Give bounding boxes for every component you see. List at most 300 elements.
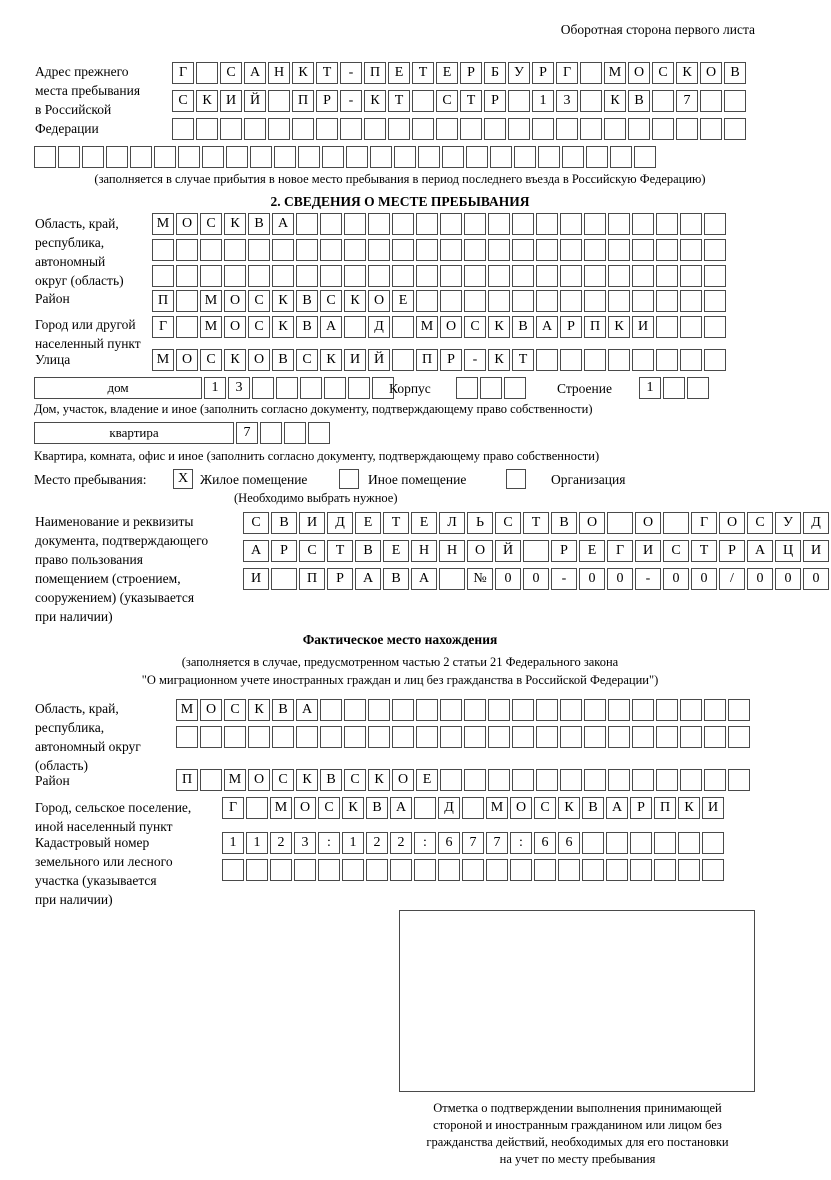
flat-cells[interactable] xyxy=(236,422,332,444)
input-cell[interactable]: / xyxy=(719,568,745,590)
input-cell[interactable]: Т xyxy=(316,62,338,84)
input-cell[interactable] xyxy=(292,118,314,140)
input-cell[interactable]: М xyxy=(152,213,174,235)
input-cell[interactable]: Е xyxy=(411,512,437,534)
input-cell[interactable] xyxy=(246,797,268,819)
input-cell[interactable]: - xyxy=(340,62,362,84)
input-cell[interactable]: С xyxy=(296,349,318,371)
input-cell[interactable]: А xyxy=(390,797,412,819)
input-cell[interactable] xyxy=(632,239,654,261)
input-cell[interactable]: К xyxy=(342,797,364,819)
input-cell[interactable] xyxy=(532,118,554,140)
input-cell[interactable] xyxy=(580,118,602,140)
input-cell[interactable] xyxy=(440,769,462,791)
input-cell[interactable]: О xyxy=(368,290,390,312)
input-cell[interactable]: Д xyxy=(803,512,829,534)
input-cell[interactable]: О xyxy=(467,540,493,562)
input-cell[interactable]: С xyxy=(243,512,269,534)
input-cell[interactable] xyxy=(58,146,80,168)
input-cell[interactable]: О xyxy=(248,349,270,371)
input-cell[interactable]: К xyxy=(224,349,246,371)
input-cell[interactable] xyxy=(676,118,698,140)
input-cell[interactable]: К xyxy=(604,90,626,112)
input-cell[interactable] xyxy=(196,62,218,84)
input-cell[interactable]: О xyxy=(700,62,722,84)
input-cell[interactable] xyxy=(632,349,654,371)
input-cell[interactable] xyxy=(584,213,606,235)
input-cell[interactable] xyxy=(320,726,342,748)
input-cell[interactable] xyxy=(634,146,656,168)
input-cell[interactable]: А xyxy=(296,699,318,721)
input-cell[interactable] xyxy=(488,265,510,287)
input-cell[interactable]: С xyxy=(318,797,340,819)
input-cell[interactable] xyxy=(252,377,274,399)
actual-region-row-2[interactable] xyxy=(176,726,752,748)
input-cell[interactable] xyxy=(663,512,689,534)
input-cell[interactable] xyxy=(272,265,294,287)
input-cell[interactable]: И xyxy=(344,349,366,371)
input-cell[interactable]: О xyxy=(440,316,462,338)
input-cell[interactable]: Е xyxy=(579,540,605,562)
actual-region-row-1[interactable] xyxy=(176,699,752,721)
input-cell[interactable] xyxy=(322,146,344,168)
input-cell[interactable] xyxy=(466,146,488,168)
input-cell[interactable]: - xyxy=(635,568,661,590)
input-cell[interactable] xyxy=(274,146,296,168)
input-cell[interactable] xyxy=(704,349,726,371)
input-cell[interactable]: С xyxy=(172,90,194,112)
input-cell[interactable] xyxy=(244,118,266,140)
input-cell[interactable] xyxy=(224,726,246,748)
input-cell[interactable] xyxy=(370,146,392,168)
input-cell[interactable] xyxy=(392,349,414,371)
input-cell[interactable] xyxy=(663,377,685,399)
input-cell[interactable]: Т xyxy=(523,512,549,534)
input-cell[interactable] xyxy=(536,265,558,287)
input-cell[interactable]: К xyxy=(292,62,314,84)
input-cell[interactable]: 0 xyxy=(663,568,689,590)
input-cell[interactable] xyxy=(368,239,390,261)
input-cell[interactable]: Г xyxy=(172,62,194,84)
input-cell[interactable]: П xyxy=(416,349,438,371)
actual-city-row[interactable] xyxy=(222,797,726,819)
input-cell[interactable] xyxy=(152,265,174,287)
input-cell[interactable] xyxy=(488,239,510,261)
prev-address-row-3[interactable] xyxy=(172,118,748,140)
input-cell[interactable]: С xyxy=(344,769,366,791)
input-cell[interactable]: Й xyxy=(244,90,266,112)
input-cell[interactable] xyxy=(486,859,508,881)
input-cell[interactable] xyxy=(366,859,388,881)
input-cell[interactable] xyxy=(284,422,306,444)
input-cell[interactable]: К xyxy=(296,769,318,791)
input-cell[interactable]: С xyxy=(200,349,222,371)
input-cell[interactable]: 1 xyxy=(222,832,244,854)
input-cell[interactable]: С xyxy=(248,290,270,312)
input-cell[interactable] xyxy=(320,699,342,721)
input-cell[interactable] xyxy=(656,265,678,287)
input-cell[interactable] xyxy=(608,213,630,235)
input-cell[interactable] xyxy=(512,699,534,721)
input-cell[interactable]: И xyxy=(635,540,661,562)
input-cell[interactable] xyxy=(724,118,746,140)
input-cell[interactable]: Р xyxy=(630,797,652,819)
input-cell[interactable] xyxy=(656,726,678,748)
input-cell[interactable] xyxy=(320,265,342,287)
input-cell[interactable]: В xyxy=(272,349,294,371)
input-cell[interactable]: А xyxy=(747,540,773,562)
input-cell[interactable] xyxy=(178,146,200,168)
checkbox-residential[interactable]: X xyxy=(173,469,193,489)
input-cell[interactable] xyxy=(82,146,104,168)
input-cell[interactable] xyxy=(704,265,726,287)
input-cell[interactable] xyxy=(678,832,700,854)
input-cell[interactable]: Д xyxy=(438,797,460,819)
input-cell[interactable]: : xyxy=(414,832,436,854)
input-cell[interactable]: 1 xyxy=(246,832,268,854)
input-cell[interactable] xyxy=(416,265,438,287)
input-cell[interactable] xyxy=(440,239,462,261)
input-cell[interactable]: В xyxy=(628,90,650,112)
input-cell[interactable]: Н xyxy=(411,540,437,562)
input-cell[interactable]: В xyxy=(271,512,297,534)
input-cell[interactable] xyxy=(654,859,676,881)
input-cell[interactable] xyxy=(344,239,366,261)
input-cell[interactable] xyxy=(687,377,709,399)
input-cell[interactable]: 0 xyxy=(803,568,829,590)
input-cell[interactable] xyxy=(680,213,702,235)
input-cell[interactable]: М xyxy=(486,797,508,819)
input-cell[interactable] xyxy=(512,265,534,287)
input-cell[interactable]: С xyxy=(320,290,342,312)
input-cell[interactable] xyxy=(630,832,652,854)
input-cell[interactable]: С xyxy=(224,699,246,721)
input-cell[interactable]: В xyxy=(366,797,388,819)
input-cell[interactable]: В xyxy=(296,316,318,338)
input-cell[interactable] xyxy=(248,726,270,748)
input-cell[interactable] xyxy=(172,118,194,140)
input-cell[interactable] xyxy=(296,265,318,287)
input-cell[interactable] xyxy=(508,90,530,112)
input-cell[interactable] xyxy=(652,90,674,112)
input-cell[interactable] xyxy=(464,699,486,721)
input-cell[interactable]: И xyxy=(632,316,654,338)
input-cell[interactable] xyxy=(510,859,532,881)
input-cell[interactable] xyxy=(488,769,510,791)
input-cell[interactable] xyxy=(416,699,438,721)
input-cell[interactable] xyxy=(456,377,478,399)
input-cell[interactable]: 7 xyxy=(462,832,484,854)
input-cell[interactable] xyxy=(680,726,702,748)
input-cell[interactable] xyxy=(560,726,582,748)
input-cell[interactable]: О xyxy=(200,699,222,721)
input-cell[interactable] xyxy=(560,349,582,371)
input-cell[interactable]: Й xyxy=(368,349,390,371)
input-cell[interactable] xyxy=(632,769,654,791)
checkbox-other-premises[interactable] xyxy=(339,469,359,489)
input-cell[interactable] xyxy=(176,316,198,338)
input-cell[interactable]: К xyxy=(558,797,580,819)
input-cell[interactable]: К xyxy=(676,62,698,84)
input-cell[interactable] xyxy=(388,118,410,140)
input-cell[interactable] xyxy=(536,769,558,791)
input-cell[interactable]: 3 xyxy=(556,90,578,112)
input-cell[interactable]: Б xyxy=(484,62,506,84)
input-cell[interactable]: П xyxy=(364,62,386,84)
input-cell[interactable]: 3 xyxy=(294,832,316,854)
input-cell[interactable] xyxy=(606,859,628,881)
input-cell[interactable] xyxy=(652,118,674,140)
input-cell[interactable]: К xyxy=(272,290,294,312)
input-cell[interactable] xyxy=(632,290,654,312)
input-cell[interactable] xyxy=(488,290,510,312)
input-cell[interactable] xyxy=(248,239,270,261)
input-cell[interactable] xyxy=(512,726,534,748)
input-cell[interactable] xyxy=(152,239,174,261)
input-cell[interactable] xyxy=(700,118,722,140)
input-cell[interactable] xyxy=(582,832,604,854)
input-cell[interactable] xyxy=(294,859,316,881)
input-cell[interactable] xyxy=(438,859,460,881)
input-cell[interactable]: И xyxy=(702,797,724,819)
input-cell[interactable] xyxy=(464,726,486,748)
input-cell[interactable]: Р xyxy=(327,568,353,590)
input-cell[interactable] xyxy=(608,265,630,287)
input-cell[interactable] xyxy=(632,213,654,235)
input-cell[interactable]: 6 xyxy=(558,832,580,854)
input-cell[interactable] xyxy=(604,118,626,140)
input-cell[interactable]: : xyxy=(318,832,340,854)
input-cell[interactable]: Т xyxy=(383,512,409,534)
input-cell[interactable] xyxy=(298,146,320,168)
input-cell[interactable]: О xyxy=(719,512,745,534)
input-cell[interactable] xyxy=(512,769,534,791)
input-cell[interactable] xyxy=(368,213,390,235)
input-cell[interactable] xyxy=(514,146,536,168)
input-cell[interactable] xyxy=(584,290,606,312)
input-cell[interactable] xyxy=(154,146,176,168)
input-cell[interactable] xyxy=(200,265,222,287)
input-cell[interactable]: И xyxy=(243,568,269,590)
input-cell[interactable] xyxy=(130,146,152,168)
input-cell[interactable]: 0 xyxy=(775,568,801,590)
input-cell[interactable]: К xyxy=(272,316,294,338)
input-cell[interactable]: Р xyxy=(532,62,554,84)
input-cell[interactable]: В xyxy=(355,540,381,562)
input-cell[interactable] xyxy=(394,146,416,168)
input-cell[interactable] xyxy=(276,377,298,399)
input-cell[interactable] xyxy=(632,265,654,287)
input-cell[interactable] xyxy=(440,265,462,287)
input-cell[interactable] xyxy=(368,699,390,721)
input-cell[interactable]: Д xyxy=(327,512,353,534)
input-cell[interactable]: 0 xyxy=(523,568,549,590)
input-cell[interactable] xyxy=(654,832,676,854)
input-cell[interactable]: 0 xyxy=(607,568,633,590)
input-cell[interactable] xyxy=(584,239,606,261)
input-cell[interactable]: Г xyxy=(152,316,174,338)
input-cell[interactable] xyxy=(342,859,364,881)
input-cell[interactable]: О xyxy=(248,769,270,791)
input-cell[interactable]: Т xyxy=(460,90,482,112)
input-cell[interactable] xyxy=(504,377,526,399)
input-cell[interactable]: 0 xyxy=(747,568,773,590)
input-cell[interactable] xyxy=(680,316,702,338)
input-cell[interactable] xyxy=(558,859,580,881)
input-cell[interactable]: 1 xyxy=(532,90,554,112)
input-cell[interactable]: О xyxy=(510,797,532,819)
input-cell[interactable]: В xyxy=(551,512,577,534)
input-cell[interactable]: - xyxy=(464,349,486,371)
input-cell[interactable] xyxy=(268,118,290,140)
input-cell[interactable]: И xyxy=(803,540,829,562)
input-cell[interactable] xyxy=(728,726,750,748)
input-cell[interactable] xyxy=(414,859,436,881)
input-cell[interactable]: Е xyxy=(355,512,381,534)
input-cell[interactable]: О xyxy=(176,349,198,371)
input-cell[interactable] xyxy=(224,265,246,287)
input-cell[interactable] xyxy=(512,290,534,312)
input-cell[interactable] xyxy=(656,349,678,371)
input-cell[interactable] xyxy=(560,239,582,261)
input-cell[interactable] xyxy=(560,213,582,235)
region-row-2[interactable] xyxy=(152,239,728,261)
input-cell[interactable]: К xyxy=(224,213,246,235)
korpus-cells[interactable] xyxy=(456,377,528,399)
input-cell[interactable]: Р xyxy=(719,540,745,562)
input-cell[interactable] xyxy=(390,859,412,881)
input-cell[interactable] xyxy=(196,118,218,140)
input-cell[interactable]: Е xyxy=(383,540,409,562)
input-cell[interactable] xyxy=(607,512,633,534)
input-cell[interactable] xyxy=(412,118,434,140)
input-cell[interactable] xyxy=(464,239,486,261)
input-cell[interactable]: К xyxy=(488,349,510,371)
input-cell[interactable] xyxy=(680,265,702,287)
input-cell[interactable]: Г xyxy=(556,62,578,84)
input-cell[interactable]: С xyxy=(248,316,270,338)
input-cell[interactable] xyxy=(480,377,502,399)
input-cell[interactable]: - xyxy=(551,568,577,590)
input-cell[interactable] xyxy=(440,213,462,235)
input-cell[interactable] xyxy=(392,239,414,261)
input-cell[interactable]: С xyxy=(534,797,556,819)
stroenie-cells[interactable] xyxy=(639,377,711,399)
input-cell[interactable] xyxy=(704,239,726,261)
input-cell[interactable]: 7 xyxy=(486,832,508,854)
input-cell[interactable] xyxy=(344,726,366,748)
input-cell[interactable]: И xyxy=(220,90,242,112)
document-row-2[interactable] xyxy=(243,540,831,562)
input-cell[interactable] xyxy=(300,377,322,399)
input-cell[interactable] xyxy=(608,726,630,748)
input-cell[interactable] xyxy=(704,213,726,235)
input-cell[interactable]: А xyxy=(411,568,437,590)
input-cell[interactable] xyxy=(536,290,558,312)
input-cell[interactable] xyxy=(346,146,368,168)
input-cell[interactable]: В xyxy=(248,213,270,235)
input-cell[interactable]: М xyxy=(200,290,222,312)
input-cell[interactable] xyxy=(582,859,604,881)
input-cell[interactable] xyxy=(534,859,556,881)
input-cell[interactable] xyxy=(584,349,606,371)
input-cell[interactable]: Р xyxy=(271,540,297,562)
input-cell[interactable] xyxy=(246,859,268,881)
input-cell[interactable] xyxy=(320,213,342,235)
input-cell[interactable]: 1 xyxy=(639,377,661,399)
input-cell[interactable] xyxy=(724,90,746,112)
input-cell[interactable]: К xyxy=(488,316,510,338)
input-cell[interactable] xyxy=(584,699,606,721)
input-cell[interactable] xyxy=(728,769,750,791)
input-cell[interactable] xyxy=(220,118,242,140)
input-cell[interactable] xyxy=(704,769,726,791)
input-cell[interactable] xyxy=(392,213,414,235)
input-cell[interactable] xyxy=(392,316,414,338)
input-cell[interactable] xyxy=(464,213,486,235)
input-cell[interactable]: С xyxy=(272,769,294,791)
input-cell[interactable] xyxy=(488,699,510,721)
prev-address-row-1[interactable] xyxy=(172,62,748,84)
input-cell[interactable] xyxy=(656,290,678,312)
input-cell[interactable] xyxy=(656,239,678,261)
input-cell[interactable]: К xyxy=(320,349,342,371)
input-cell[interactable] xyxy=(414,797,436,819)
input-cell[interactable] xyxy=(656,699,678,721)
input-cell[interactable]: Р xyxy=(560,316,582,338)
input-cell[interactable] xyxy=(680,239,702,261)
input-cell[interactable] xyxy=(440,699,462,721)
input-cell[interactable] xyxy=(702,859,724,881)
input-cell[interactable]: 0 xyxy=(495,568,521,590)
input-cell[interactable] xyxy=(704,726,726,748)
document-row-3[interactable] xyxy=(243,568,831,590)
input-cell[interactable]: Р xyxy=(551,540,577,562)
input-cell[interactable]: А xyxy=(244,62,266,84)
input-cell[interactable] xyxy=(560,290,582,312)
input-cell[interactable] xyxy=(364,118,386,140)
input-cell[interactable]: Е xyxy=(436,62,458,84)
input-cell[interactable] xyxy=(412,90,434,112)
input-cell[interactable] xyxy=(272,239,294,261)
input-cell[interactable] xyxy=(608,699,630,721)
input-cell[interactable]: П xyxy=(584,316,606,338)
input-cell[interactable] xyxy=(296,239,318,261)
input-cell[interactable] xyxy=(392,726,414,748)
input-cell[interactable]: В xyxy=(724,62,746,84)
checkbox-organization[interactable] xyxy=(506,469,526,489)
input-cell[interactable]: Н xyxy=(439,540,465,562)
input-cell[interactable] xyxy=(562,146,584,168)
input-cell[interactable]: С xyxy=(220,62,242,84)
input-cell[interactable]: Т xyxy=(691,540,717,562)
input-cell[interactable] xyxy=(523,540,549,562)
input-cell[interactable] xyxy=(324,377,346,399)
input-cell[interactable] xyxy=(442,146,464,168)
input-cell[interactable]: А xyxy=(243,540,269,562)
input-cell[interactable] xyxy=(580,90,602,112)
input-cell[interactable] xyxy=(272,726,294,748)
input-cell[interactable] xyxy=(271,568,297,590)
input-cell[interactable] xyxy=(348,377,370,399)
input-cell[interactable] xyxy=(436,118,458,140)
input-cell[interactable]: О xyxy=(579,512,605,534)
input-cell[interactable]: Т xyxy=(412,62,434,84)
input-cell[interactable] xyxy=(560,699,582,721)
input-cell[interactable]: 0 xyxy=(579,568,605,590)
input-cell[interactable]: К xyxy=(678,797,700,819)
input-cell[interactable]: Ь xyxy=(467,512,493,534)
